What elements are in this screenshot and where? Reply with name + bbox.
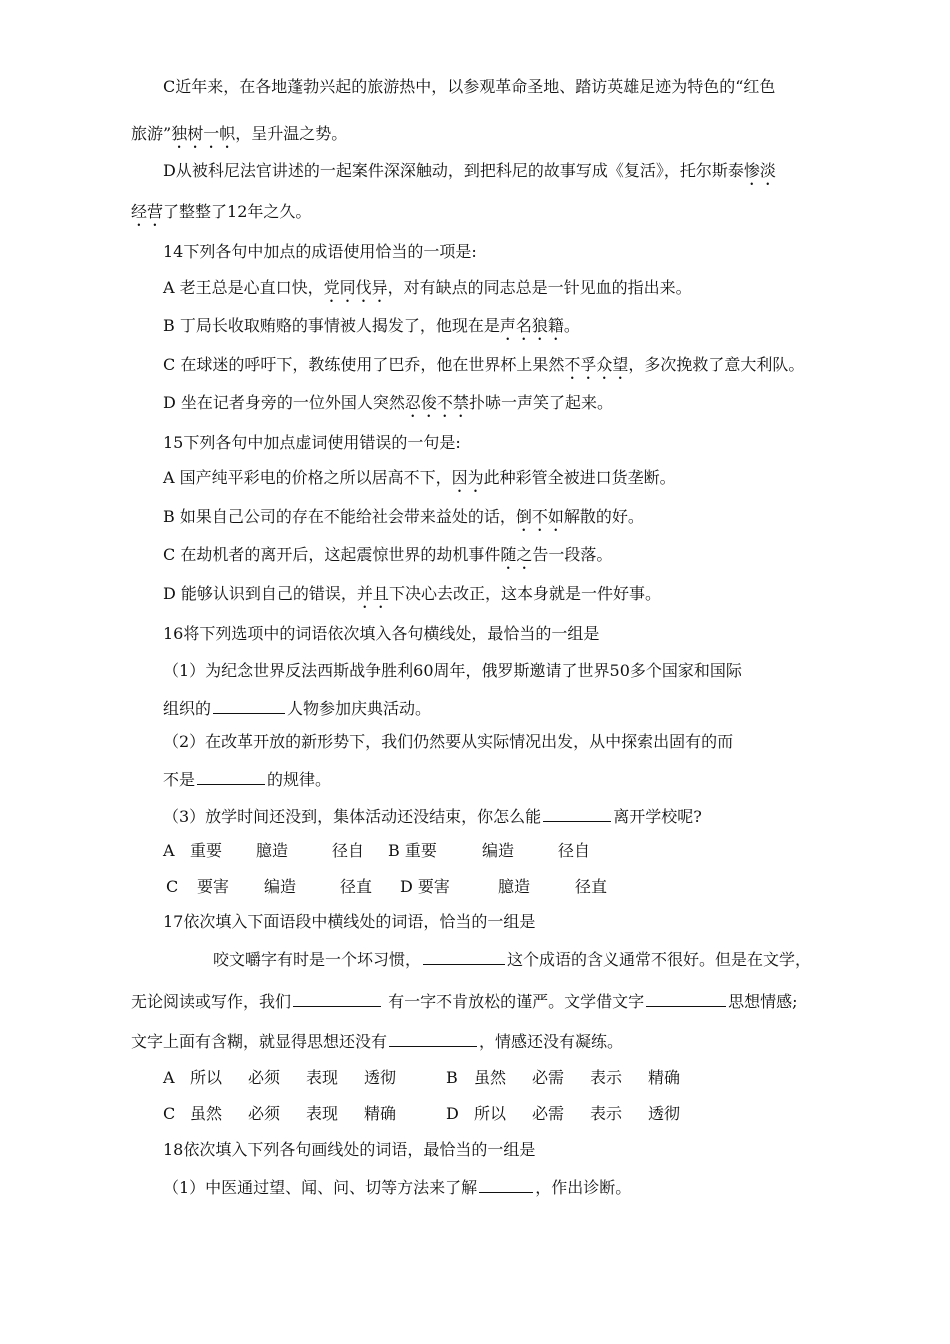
option-word: 径自 [558,841,591,860]
option-word: 必需 [532,1068,565,1087]
q14-stem: 14下列各句中加点的成语使用恰当的一项是: [163,242,477,261]
text: 了整整了12年之久。 [163,202,312,221]
text: D 能够认识到自己的错误， [163,584,357,603]
option-letter[interactable]: D [446,1104,459,1123]
text: 下决心去改正，这本身就是一件好事。 [388,584,661,603]
q17-paragraph-line1 [213,947,811,971]
q17-paragraph-line2 [131,989,798,1013]
option-word: 精确 [364,1104,397,1123]
option-letter[interactable]: A [163,841,175,860]
text: ，对有缺点的同志总是一针见血的指出来。 [387,278,692,297]
option-word: 表现 [306,1068,339,1087]
dotted-word: 独树一帜 [171,124,236,143]
option-letter[interactable]: B 重要 [388,841,437,860]
q15-option-d [163,583,661,612]
text: 的规律。 [267,770,332,789]
text: 有一字不肯放松的谨严。文学借文字 [383,992,645,1011]
fill-blank[interactable] [293,989,381,1007]
q15-stem: 15下列各句中加点虚词使用错误的一句是: [163,433,461,452]
fill-blank[interactable] [197,767,265,785]
text: C近年来，在各地蓬勃兴起的旅游热中，以参观革命圣地、踏访英雄足迹为特色的“红色 [163,77,776,96]
dotted-word: 忍俊不禁 [404,393,469,412]
q14-option-d [163,392,613,421]
dotted-word: 并且 [356,584,389,603]
text: （3）放学时间还没到，集体活动还没结束，你怎么能 [163,807,542,826]
dotted-word: 不孚众望 [564,355,629,374]
text: C 在球迷的呼吁下，教练使用了巴乔，他在世界杯上果然 [163,355,565,374]
option-word: 表现 [306,1104,339,1123]
fill-blank[interactable] [389,1029,477,1047]
q16-stem: 16将下列选项中的词语依次填入各句横线处，最恰当的一组是 [163,624,600,643]
dotted-word: 因为 [451,468,484,487]
q16-sentence-3 [163,804,702,828]
q13-option-c-line2 [131,123,347,152]
option-word: 编造 [264,877,297,896]
option-word: 径直 [575,877,608,896]
option-word: 要害 [197,877,230,896]
text: 此种彩管全被进口货垄断。 [483,468,676,487]
option-word: 必需 [532,1104,565,1123]
option-letter[interactable]: A [163,1068,175,1087]
q15-option-c [163,544,612,573]
text: ，多次挽救了意大利队。 [628,355,805,374]
option-word: 透彻 [364,1068,397,1087]
option-word: 臆造 [256,841,289,860]
q13-option-d-line1 [163,160,776,189]
option-word: 虽然 [190,1104,223,1123]
option-word: 精确 [648,1068,681,1087]
text: 组织的 [163,699,212,718]
q13-option-c-line1 [163,76,775,98]
option-word: 虽然 [474,1068,507,1087]
text: D 坐在记者身旁的一位外国人突然 [163,393,405,412]
text: D从被科尼法官讲述的一起案件深深触动，到把科尼的故事写成《复活》，托尔斯泰 [163,161,744,180]
fill-blank[interactable] [543,804,611,822]
option-word: 臆造 [498,877,531,896]
option-word: 径直 [340,877,373,896]
option-word: 重要 [190,841,223,860]
dotted-word: 党同伐异 [323,278,388,297]
text: 不是 [163,770,196,789]
option-word: 所以 [190,1068,223,1087]
dotted-word: 随之 [500,545,533,564]
text: （1）中医通过望、闻、问、切等方法来了解 [163,1178,478,1197]
q18-sentence-1 [163,1175,631,1199]
q16-sentence-2-line1: （2）在改革开放的新形势下，我们仍然要从实际情况出发，从中探索出固有的而 [163,732,734,751]
text: 文字上面有含糊，就显得思想还没有 [131,1032,388,1051]
text: 告一段落。 [532,545,613,564]
text: B 如果自己公司的存在不能给社会带来益处的话， [163,507,516,526]
text: 人物参加庆典活动。 [287,699,432,718]
text: 扑哧一声笑了起来。 [468,393,613,412]
text: 无论阅读或写作，我们 [131,992,292,1011]
text: 解散的好。 [563,507,644,526]
option-letter[interactable]: D 要害 [400,877,450,896]
text: B 丁局长收取贿赂的事情被人揭发了，他现在是 [163,316,500,335]
text: ，呈升温之势。 [235,124,348,143]
option-letter[interactable]: C [166,877,179,896]
dotted-word: 倒不如 [515,507,564,526]
q14-option-c [163,354,804,383]
q16-sentence-1-line2 [163,696,431,720]
q16-sentence-2-line2 [163,767,331,791]
dotted-word: 声名狼籍 [499,316,564,335]
option-word: 必须 [248,1104,281,1123]
text: 。 [563,316,580,335]
fill-blank[interactable] [479,1175,533,1193]
q18-stem: 18依次填入下列各句画线处的词语，最恰当的一组是 [163,1140,536,1159]
option-word: 所以 [474,1104,507,1123]
option-letter[interactable]: B [446,1068,458,1087]
text: ，情感还没有凝练。 [479,1032,624,1051]
text: 咬文嚼字有时是一个坏习惯， [213,950,422,969]
dotted-word: 经营 [131,202,164,221]
dotted-word: 惨淡 [743,161,776,180]
q14-option-b [163,315,580,344]
q14-option-a [163,277,692,306]
text: ，作出诊断。 [535,1178,632,1197]
option-word: 必须 [248,1068,281,1087]
q17-paragraph-line3 [131,1029,623,1053]
option-letter[interactable]: C [163,1104,176,1123]
q17-stem: 17依次填入下面语段中横线处的词语，恰当的一组是 [163,912,536,931]
text: 这个成语的含义通常不很好。但是在文学， [507,950,812,969]
option-word: 编造 [482,841,515,860]
text: 离开学校呢? [613,807,702,826]
q16-sentence-1-line1: （1）为纪念世界反法西斯战争胜利60周年，俄罗斯邀请了世界50多个国家和国际 [163,661,742,680]
q13-option-d-line2 [131,201,311,230]
text: C 在劫机者的离开后，这起震惊世界的劫机事件 [163,545,501,564]
text: A 国产纯平彩电的价格之所以居高不下， [163,468,452,487]
q15-option-b [163,506,644,535]
text: 思想情感; [728,992,798,1011]
fill-blank[interactable] [213,696,285,714]
option-word: 径自 [332,841,365,860]
option-word: 表示 [590,1104,623,1123]
text: 旅游” [131,124,172,143]
fill-blank[interactable] [646,989,726,1007]
q15-option-a [163,467,676,496]
text: A 老王总是心直口快， [163,278,324,297]
option-word: 透彻 [648,1104,681,1123]
option-word: 表示 [590,1068,623,1087]
fill-blank[interactable] [423,947,505,965]
